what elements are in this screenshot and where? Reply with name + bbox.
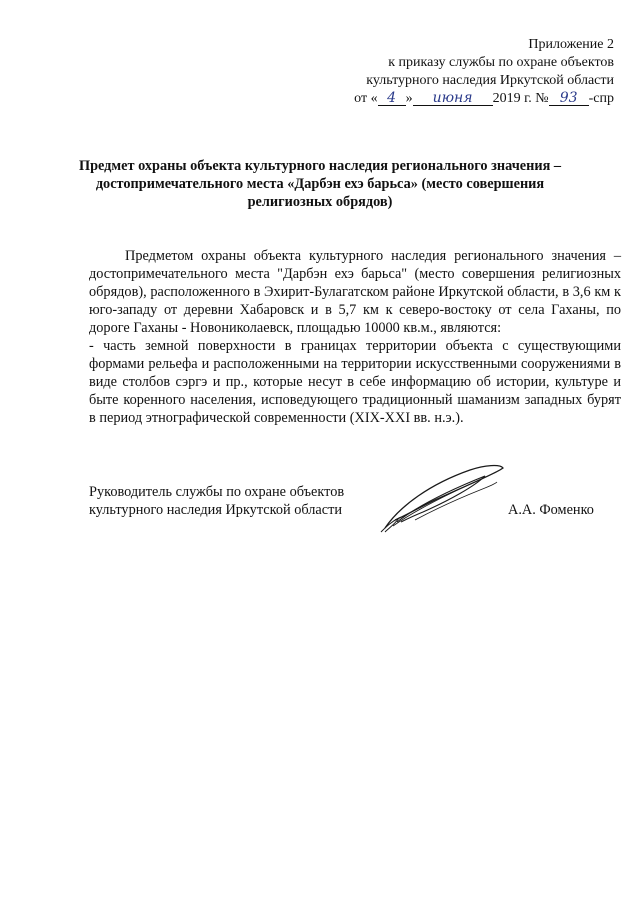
document-body	[89, 247, 621, 427]
order-suffix: -спр	[588, 91, 614, 106]
signatory-position-line-2: культурного наследия Иркутской области	[89, 502, 342, 518]
order-number-handwritten: 93	[549, 91, 589, 106]
appendix-authority: культурного наследия Иркутской области	[366, 73, 614, 88]
title-line-2: достопримечательного места «Дарбэн ехэ барьса» (место совершения	[95, 176, 545, 192]
order-mid: »	[405, 91, 413, 106]
handwritten-signature	[375, 456, 510, 536]
order-day-handwritten: 4	[378, 91, 406, 106]
appendix-number: Приложение 2	[528, 37, 614, 52]
body-paragraph-2: - часть земной поверхности в границах территории объекта с существующими формами рельефа и расположенными на территории искусственными сооружениями в виде столбов сэргэ и пр., которые несут в себе информацию об истории, культуре и быте коренного населения, исповедующего традиционный шаманизм западных бурят в период этнографической современности (XIX-XXI вв. н.э.).	[89, 338, 621, 426]
order-prefix: от «	[354, 91, 378, 106]
signatory-name: А.А. Фоменко	[508, 502, 594, 518]
signatory-position-line-1: Руководитель службы по охране объектов	[89, 484, 345, 500]
appendix-header	[294, 36, 614, 108]
order-date-number	[294, 90, 614, 108]
signatory-position	[89, 483, 389, 519]
body-paragraph-1: Предметом охраны объекта культурного наследия регионального значения – достопримечательного места "Дарбэн ехэ барьса" (место совершения религиозных обрядов), расположенного в Эхирит-Булагатском районе Иркутской области, в 3,6 км к юго-западу от деревни Хабаровск и в 5,7 км к северо-востоку от села Гаханы, по дороге Гаханы - Новониколаевск, площадью 10000 кв.м., являются:	[89, 248, 621, 336]
order-year: 2019 г. №	[492, 91, 549, 106]
title-line-1: Предмет охраны объекта культурного наследия регионального значения –	[78, 158, 562, 174]
document-title	[70, 157, 570, 211]
title-line-3: религиозных обрядов)	[247, 194, 393, 210]
appendix-order-ref: к приказу службы по охране объектов	[388, 55, 614, 70]
order-month-handwritten: июня	[413, 91, 493, 106]
